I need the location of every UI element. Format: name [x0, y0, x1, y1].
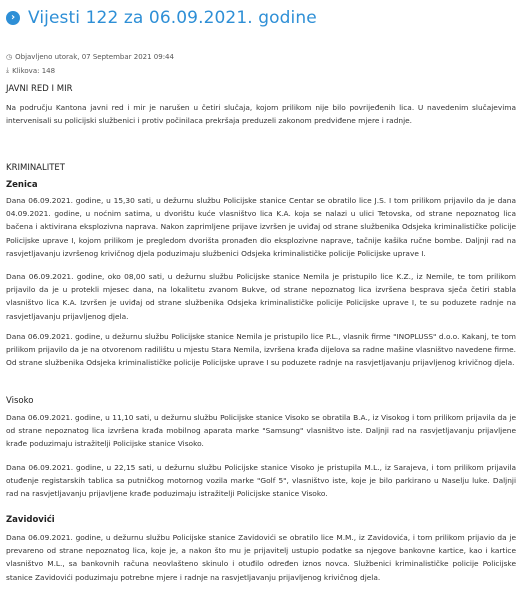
download-icon: ⤓ — [6, 66, 10, 74]
hits-text: Klikova: 148 — [12, 66, 56, 75]
page-title: Vijesti 122 za 06.09.2021. godine — [28, 8, 317, 28]
section-heading-kriminalitet: KRIMINALITET — [6, 163, 65, 173]
info-circle-icon: › — [6, 11, 20, 25]
paragraph-visoko-2: Dana 06.09.2021. godine, u 22,15 sati, u dežurnu službu Policijske stanice Visoko je pristupila M.L., iz Sarajeva, i tom prilikom prijavila otuđenje registarskih tablica sa putničkog motornog vozila marke "Golf 5", vlasništvo iste, koje je bilo parkirano u Naselju luke. Daljnji rad na rasvjetljavanju prijavljene krađe poduzimaju istražitelji Policijske stanice Visoko. — [6, 463, 516, 499]
published-meta — [6, 53, 174, 61]
published-text: Objavljeno utorak, 07 Septembar 2021 09:44 — [15, 53, 174, 61]
paragraph-zenica-3: Dana 06.09.2021. godine, u dežurnu službu Policijske stanice Nemila je pristupilo lice P.L., vlasnik firme "INOPLUSS" d.o.o. Kakanj, te tom prilikom prijavilo da je na otvorenom radilištu u mjestu Stara Nemila, izvršena krađa dijelova sa radne mašine vlasništvo navedene firme. Od strane službenika Odsjeka kriminalističke policije Policijske uprave I su poduzete radnje na rasvjetljavanju prijavljenog krivičnog djela. — [6, 332, 516, 368]
paragraph-zenica-1: Dana 06.09.2021. godine, u 15,30 sati, u dežurnu službu Policijske stanice Centar se obratilo lice J.S. I tom prilikom prijavilo da je dana 04.09.2021. godine, u noćnim satima, u dvorištu kuće vlasništvo lica K.A. koja se nalazi u ulici Tetovska, od strane nepoznatog lica bačena i aktivirana eksplozivna naprava. Nakon zaprimljene prijave izvršen je uviđaj od strane službenika Odsjeka kriminalističke policije Policijske uprave I, kojom prilikom je pregledom dvorišta pronađen dio eksplozivne naprave, tačnije kašika ručne bombe. Daljnji rad na rasvjetljavanju izvršenog krivičnog djela poduzimaju službenici Odsjeka kriminalističke policije Policijske uprave I. — [6, 196, 516, 258]
subheading-zavidovici: Zavidovići — [6, 515, 55, 525]
subheading-zenica: Zenica — [6, 180, 38, 190]
title-row — [6, 8, 317, 28]
paragraph-javni-red: Na području Kantona javni red i mir je narušen u četiri slučaja, kojom prilikom nije bilo povrijeđenih lica. U navedenim slučajevima intervenisali su policijski službenici i protiv počinilaca prekršaja preduzeli zakonom predviđene mjere i radnje. — [6, 103, 516, 126]
subheading-visoko: Visoko — [6, 396, 34, 406]
hits-meta — [6, 66, 55, 75]
clock-icon: ◷ — [6, 53, 13, 61]
paragraph-visoko-1: Dana 06.09.2021. godine, u 11,10 sati, u dežurnu službu Policijske stanice Visoko se obratila B.A., iz Visokog i tom prilikom prijavila da je od strane nepoznatog lica izvršena krađa mobilnog aparata marke "Samsung" vlasništvo iste. Daljnji rad na rasvjetljavanju prijavljene krađe poduzimaju istražitelji Policijske stanice Visoko. — [6, 413, 516, 449]
paragraph-zenica-2: Dana 06.09.2021. godine, oko 08,00 sati, u dežurnu službu Policijske stanice Nemila je pristupilo lice K.Z., iz Nemile, te tom prilikom prijavilo da je u protekli mjesec dana, na lokalitetu zvanom Bukve, od strane nepoznatog lica izvršena besprava sječa četiri stabla vlasništvo lica K.A. Izvršen je uviđaj od strane službenika Odsjeka kriminalističke policije Policijske uprave I, te su poduzete radnje na rasvjetljavanju prijavljenog djela. — [6, 272, 516, 321]
section-heading-javni-red: JAVNI RED I MIR — [6, 84, 73, 94]
paragraph-zavidovici-1: Dana 06.09.2021. godine, u dežurnu službu Policijske stanice Zavidovići se obratilo lice M.M., iz Zavidovića, i tom prilikom prijavio da je prevareno od strane nepoznatog lica, koje je, a nakon što mu je prijavitelj ustupio podatke sa njegove bankovne kartice, kao i kartice vlasništvo M.L., sa bankovnih računa neovlašteno skinulo i otuđilo određen iznos novca. Službenici kriminalističke policije Policijske stanice Zavidovići poduzimaju potrebne mjere i radnje na rasvjetljavanju prijavljenog krivičnog djela. — [6, 533, 516, 582]
